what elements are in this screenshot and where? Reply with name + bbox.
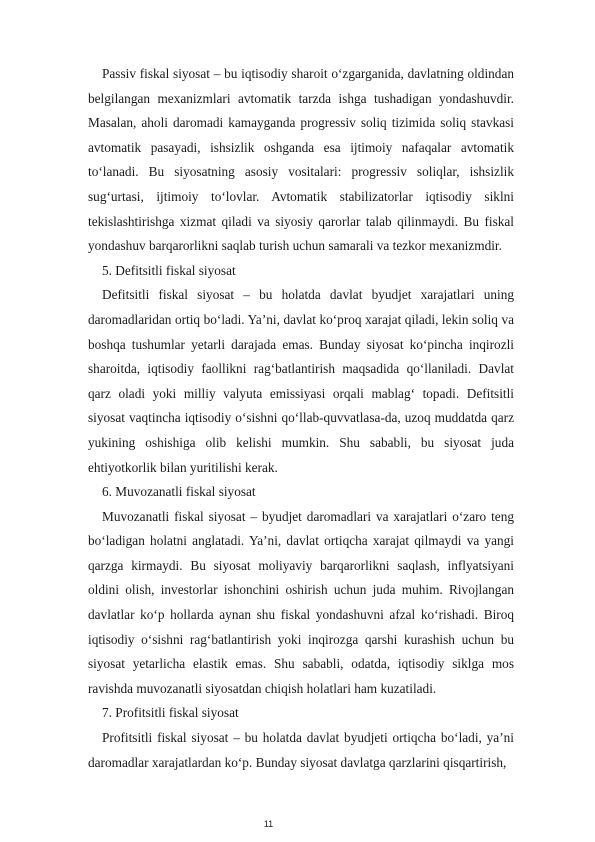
paragraph-surplus-fiscal-policy: Profitsitli fiskal siyosat – bu holatda davlat byudjeti ortiqcha bo‘ladi, ya’ni daromadlar xarajatlardan ko‘p. Bunday siyosat davlatga qarzlarini qisqartirish, (88, 730, 514, 770)
document-body (88, 62, 514, 775)
paragraph-passive-fiscal-policy: Passiv fiskal siyosat – bu iqtisodiy sharoit o‘zgarganida, davlatning oldindan belgilangan mexanizmlari avtomatik tarzda ishga tushadigan yondashuvdir. Masalan, aholi daromadi kamayganda progressiv soliq tizimida soliq stavkasi avtomatik pasayadi, ishsizlik oshganda esa ijtimoiy nafaqalar avtomatik to‘lanadi. Bu siyosatning asosiy vositalari: progressiv soliqlar, ishsizlik sug‘urtasi, ijtimoiy to‘lovlar. Avtomatik stabilizatorlar iqtisodiy siklni tekislashtirishga xizmat qiladi va siyosiy qarorlar talab qilinmaydi. Bu fiskal yondashuv barqarorlikni saqlab turish uchun samarali va tezkor mexanizmdir. (88, 66, 514, 254)
page-number (0, 819, 595, 829)
heading-surplus-fiscal-policy: 7. Profitsitli fiskal siyosat (102, 705, 239, 721)
paragraph-deficit-fiscal-policy: Defitsitli fiskal siyosat – bu holatda davlat byudjet xarajatlari uning daromadlaridan ortiq bo‘ladi. Ya’ni, davlat ko‘proq xarajat qiladi, lekin soliq va boshqa tushumlar yetarli darajada emas. Bunday siyosat ko‘pincha inqirozli sharoitda, iqtisodiy faollikni rag‘batlantirish maqsadida qo‘llaniladi. Davlat qarz oladi yoki milliy valyuta emissiyasi orqali mablag‘ topadi. Defitsitli siyosat vaqtincha iqtisodiy o‘sishni qo‘llab-quvvatlasa-da, uzoq muddatda qarz yukining oshishiga olib kelishi mumkin. Shu sababli, bu siyosat juda ehtiyotkorlik bilan yuritilishi kerak. (88, 287, 514, 475)
page-number-text: 11 (263, 819, 274, 829)
heading-deficit-fiscal-policy: 5. Defitsitli fiskal siyosat (102, 262, 236, 278)
paragraph-balanced-fiscal-policy: Muvozanatli fiskal siyosat – byudjet daromadlari va xarajatlari o‘zaro teng bo‘ladigan holatni anglatadi. Ya’ni, davlat ortiqcha xarajat qilmaydi va yangi qarzga kirmaydi. Bu siyosat moliyaviy barqarorlikni saqlash, inflyatsiyani oldini olish, investorlar ishonchini oshirish uchun juda muhim. Rivojlangan davlatlar ko‘p hollarda aynan shu fiskal yondashuvni afzal ko‘rishadi. Biroq iqtisodiy o‘sishni rag‘batlantirish yoki inqirozga qarshi kurashish uchun bu siyosat yetarlicha elastik emas. Shu sababli, odatda, iqtisodiy siklga mos ravishda muvozanatli siyosatdan chiqish holatlari ham kuzatiladi. (88, 508, 514, 696)
heading-balanced-fiscal-policy: 6. Muvozanatli fiskal siyosat (102, 484, 256, 500)
